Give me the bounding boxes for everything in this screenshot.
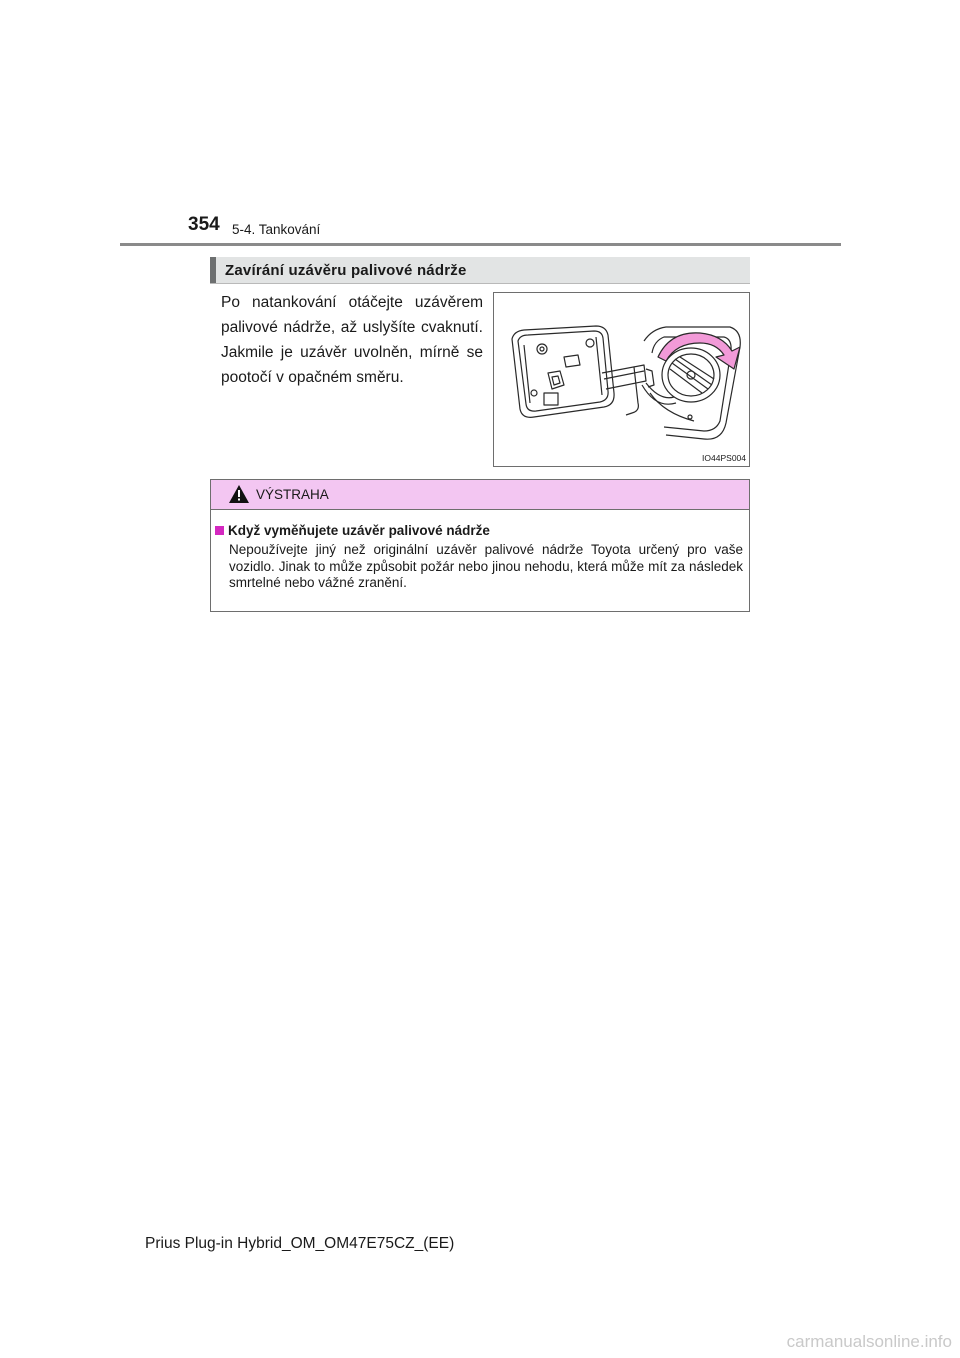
warning-text: Nepoužívejte jiný než originální uzávěr palivové nádrže Toyota určený pro vaše vozidlo. Jinak to může způsobit požár nebo jinou nehodu, která může mít za následek smrtelné nebo vážné zranění.	[229, 542, 743, 590]
footer-text: Prius Plug-in Hybrid_OM_OM47E75CZ_(EE)	[145, 1235, 455, 1252]
body-text: Po natankování otáčejte uzávěrem palivové nádrže, až uslyšíte cvaknutí. Jakmile je uzávěr uvolněn, mírně se pootočí v opačném směru.	[221, 294, 483, 386]
warning-header	[211, 480, 749, 510]
section-title-accent	[210, 257, 216, 283]
watermark: carmanualsonline.info	[786, 1332, 952, 1351]
figure-code: IO44PS004	[702, 453, 746, 463]
page-number: 354	[188, 214, 220, 235]
fuel-cap-illustration	[494, 293, 749, 466]
fuel-cap-figure	[493, 292, 750, 467]
warning-box	[210, 479, 750, 612]
section-title-bar	[210, 257, 750, 284]
header-rule	[120, 243, 841, 246]
section-title: Zavírání uzávěru palivové nádrže	[225, 262, 467, 279]
warning-triangle-icon	[228, 484, 250, 504]
section-label: 5-4. Tankování	[232, 222, 321, 237]
warning-subheading	[215, 523, 490, 538]
warning-title: VÝSTRAHA	[256, 487, 329, 502]
warning-subheading-text: Když vyměňujete uzávěr palivové nádrže	[228, 523, 490, 538]
bullet-square-icon	[215, 526, 224, 535]
